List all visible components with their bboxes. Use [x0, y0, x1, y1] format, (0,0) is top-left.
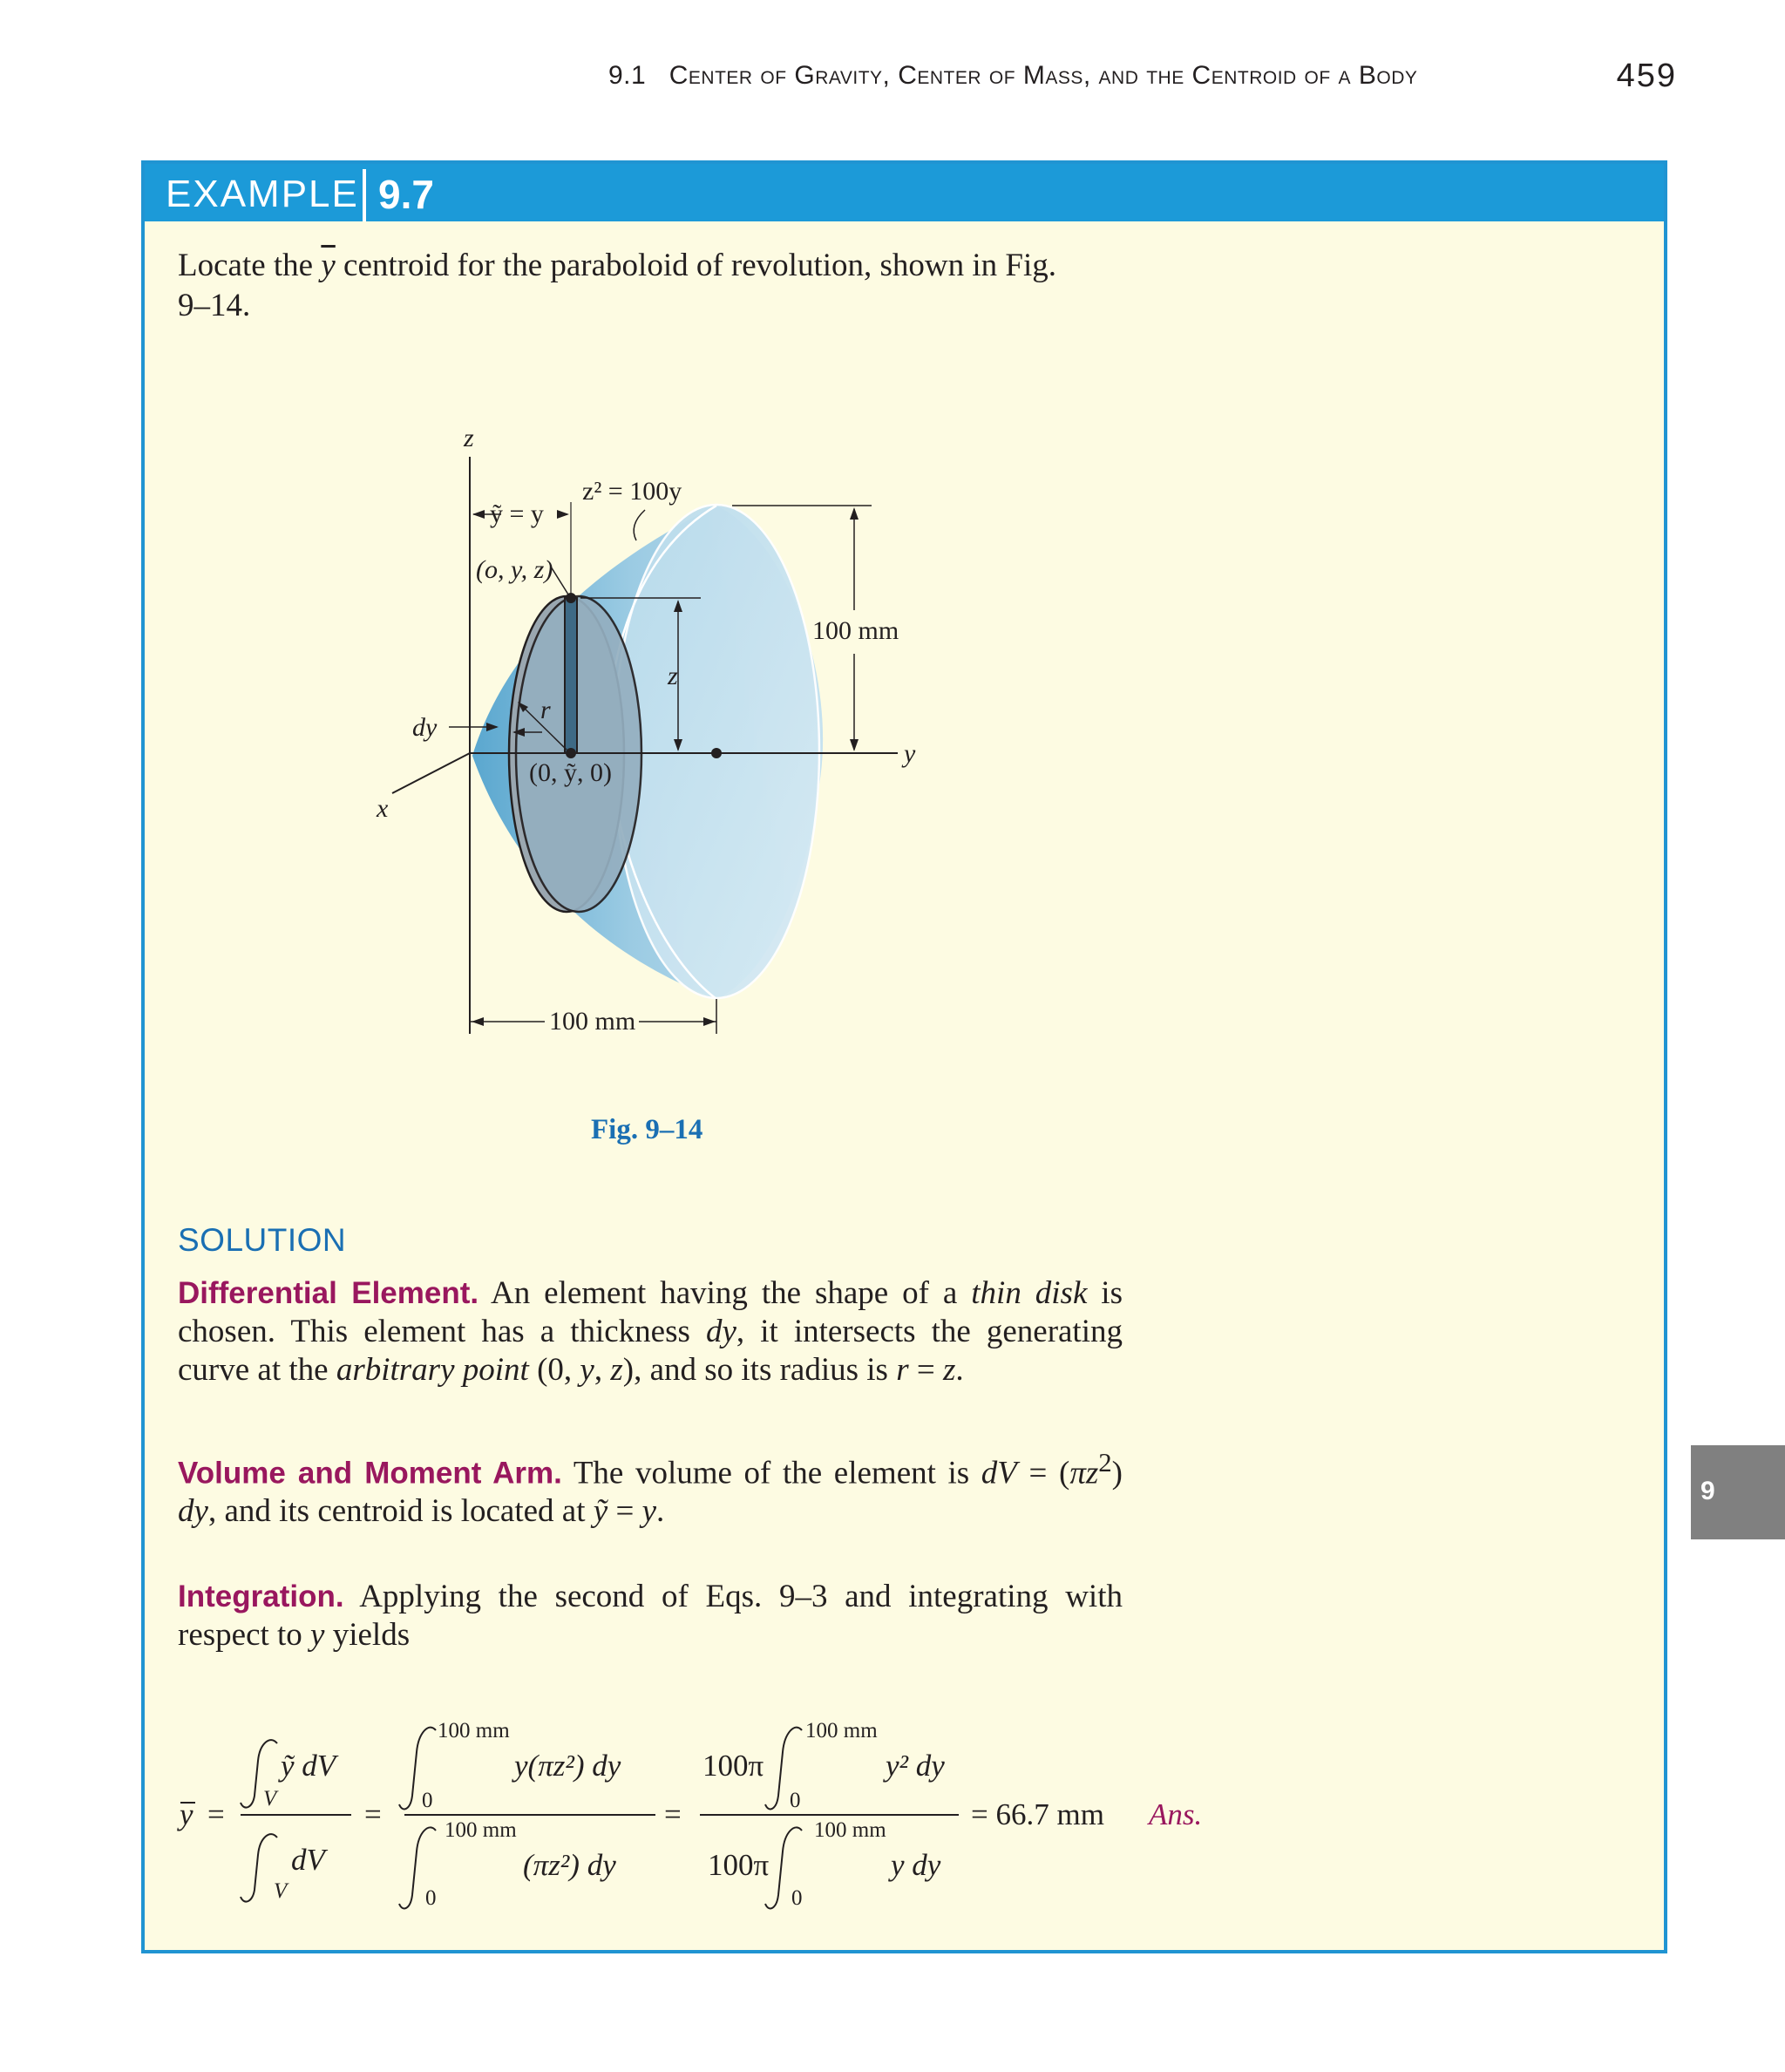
text-span: .	[656, 1493, 665, 1530]
text-span: dy	[178, 1493, 208, 1530]
text-span: ,	[594, 1352, 611, 1388]
coef-num: 100π	[702, 1749, 764, 1783]
chapter-tab[interactable]	[1691, 1445, 1785, 1539]
text-span: , it intersects the generating curve at the	[178, 1314, 1123, 1388]
eq-result: = 66.7 mm	[971, 1797, 1104, 1831]
text-span: An element having the shape of a	[478, 1275, 972, 1311]
text-span: =	[908, 1352, 943, 1388]
sub-v-2: V	[274, 1879, 288, 1903]
text-span: ), and so its radius is	[622, 1352, 897, 1388]
volume-heading: Volume and Moment Arm.	[178, 1456, 562, 1491]
differential-heading: Differential Element.	[178, 1276, 479, 1310]
label-dim-right: 100 mm	[812, 616, 899, 645]
text-span: .	[955, 1352, 964, 1388]
text-span: The volume of the element is	[561, 1455, 981, 1491]
eq-sign-2: =	[364, 1797, 382, 1831]
den-1: dV	[291, 1843, 325, 1877]
lower-limit-4: 0	[791, 1886, 803, 1910]
text-span: y	[580, 1352, 594, 1388]
text-span: 2	[1098, 1448, 1112, 1478]
text-span: is chosen. This element has a thickness	[178, 1275, 1123, 1349]
text-span: ỹ	[593, 1493, 608, 1530]
upper-limit-4: 100 mm	[814, 1818, 886, 1842]
num-3: y² dy	[886, 1749, 945, 1783]
label-z-axis: z	[464, 424, 474, 452]
section-number: 9.1	[608, 61, 647, 90]
den-2: (πz²) dy	[523, 1848, 616, 1882]
text-span: y	[641, 1493, 657, 1530]
lower-limit-2: 0	[425, 1886, 437, 1910]
example-label: EXAMPLE	[166, 173, 359, 215]
text-span: arbitrary point	[336, 1352, 529, 1388]
den-3: y dy	[891, 1848, 941, 1882]
eq-sign-1: =	[207, 1797, 225, 1831]
eq-lhs: y	[180, 1797, 193, 1831]
label-dy: dy	[412, 713, 438, 742]
text-span: πz	[1069, 1455, 1099, 1491]
text-span: , and its centroid is located at	[207, 1493, 594, 1530]
problem-rest: centroid for the paraboloid of revolution, shown in Fig. 9–14.	[178, 248, 1057, 323]
solution-heading: SOLUTION	[178, 1222, 347, 1258]
text-span: thin disk	[971, 1275, 1088, 1311]
label-x-axis: x	[377, 794, 389, 823]
text-span: yields	[324, 1617, 411, 1653]
text-span: dV	[981, 1455, 1017, 1491]
text-span: =	[607, 1493, 642, 1530]
text-span: Applying the second of Eqs. 9–3 and integrating with respect to	[178, 1579, 1123, 1653]
example-number: 9.7	[378, 172, 434, 217]
upper-limit-2: 100 mm	[445, 1818, 517, 1842]
label-equation: z² = 100y	[582, 477, 682, 506]
text-span: dy	[705, 1314, 736, 1349]
page-number: 459	[1616, 58, 1677, 94]
label-dim-bottom: 100 mm	[549, 1007, 636, 1036]
text-span: z	[942, 1352, 956, 1388]
text-span: z	[610, 1352, 623, 1388]
section-title: Center of Gravity, Center of Mass, and the Centroid of a Body	[669, 61, 1418, 90]
text-span: r	[896, 1352, 909, 1388]
answer-label: Ans.	[1149, 1797, 1203, 1831]
upper-limit-1: 100 mm	[438, 1719, 510, 1743]
text-span: y	[310, 1617, 325, 1653]
text-span: )	[1111, 1455, 1123, 1491]
label-ytilde-eq: ỹ = y	[490, 499, 544, 528]
figure-caption: Fig. 9–14	[591, 1114, 703, 1145]
label-r: r	[540, 696, 551, 724]
eq-sign-3: =	[664, 1797, 682, 1831]
lower-limit-3: 0	[790, 1789, 801, 1812]
upper-limit-3: 100 mm	[805, 1719, 878, 1743]
problem-var: $\overline{y}$	[321, 248, 336, 283]
lower-limit-1: 0	[422, 1789, 433, 1812]
label-centroid: (0, ỹ, 0)	[529, 758, 612, 787]
num-2: y(πz²) dy	[514, 1749, 621, 1783]
num-1: ỹ dV	[281, 1749, 336, 1783]
label-y-axis: y	[904, 739, 916, 768]
problem-lead: Locate the	[178, 248, 322, 283]
integration-heading: Integration.	[178, 1579, 344, 1613]
sub-v-1: V	[263, 1787, 277, 1810]
text-span: = (	[1016, 1455, 1070, 1491]
chapter-tab-label: 9	[1700, 1477, 1715, 1505]
integral-sign	[241, 1834, 277, 1901]
coef-den: 100π	[708, 1848, 770, 1882]
label-point: (o, y, z)	[476, 555, 553, 584]
label-dim-z: z	[668, 662, 678, 690]
text-span: (0,	[528, 1352, 580, 1388]
